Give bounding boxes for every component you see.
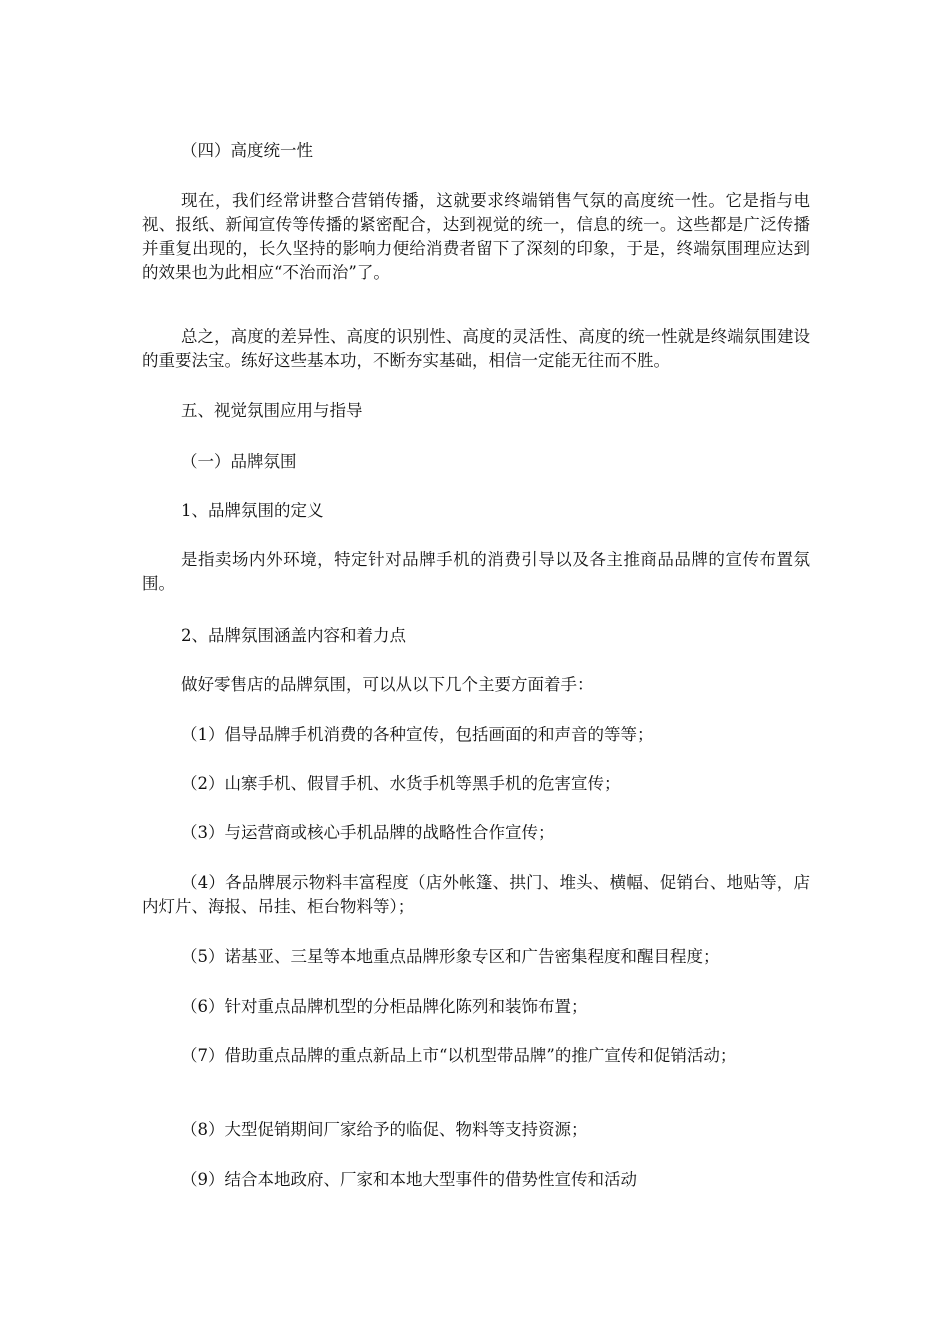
heading-brand-definition: 1、品牌氛围的定义 — [181, 501, 324, 520]
paragraph-brand-definition: 是指卖场内外环境，特定针对品牌手机的消费引导以及各主推商品品牌的宣传布置氛围。 — [142, 550, 810, 593]
heading-brand-atmosphere: （一）品牌氛围 — [181, 452, 297, 471]
paragraph-brand-intro: 做好零售店的品牌氛围，可以从以下几个主要方面着手： — [181, 675, 594, 694]
list-item-1: （1）倡导品牌手机消费的各种宣传，包括画面的和声音的等等； — [181, 725, 654, 744]
list-item-5: （5）诺基亚、三星等本地重点品牌形象专区和广告密集程度和醒目程度； — [181, 947, 720, 966]
paragraph-summary: 总之，高度的差异性、高度的识别性、高度的灵活性、高度的统一性就是终端氛围建设的重要法宝。练好这些基本功，不断夯实基础，相信一定能无往而不胜。 — [142, 327, 810, 370]
paragraph-integrated-marketing: 现在，我们经常讲整合营销传播，这就要求终端销售气氛的高度统一性。它是指与电视、报纸、新闻宣传等传播的紧密配合，达到视觉的统一，信息的统一。这些都是广泛传播并重复出现的，长久坚持的影响力便给消费者留下了深刻的印象，于是，终端氛围理应达到的效果也为此相应“不治而治”了。 — [142, 191, 810, 282]
list-item-2: （2）山寨手机、假冒手机、水货手机等黑手机的危害宣传； — [181, 774, 621, 793]
list-item-8: （8）大型促销期间厂家给予的临促、物料等支持资源； — [181, 1120, 588, 1139]
list-item-6: （6）针对重点品牌机型的分柜品牌化陈列和装饰布置； — [181, 997, 588, 1016]
list-item-7: （7）借助重点品牌的重点新品上市“以机型带品牌”的推广宣传和促销活动； — [181, 1046, 737, 1065]
heading-visual-atmosphere: 五、视觉氛围应用与指导 — [181, 401, 363, 420]
list-item-4: （4）各品牌展示物料丰富程度（店外帐篷、拱门、堆头、横幅、促销台、地贴等，店内灯片、海报、吊挂、柜台物料等）； — [142, 873, 810, 916]
heading-unity: （四）高度统一性 — [181, 141, 313, 160]
list-item-3: （3）与运营商或核心手机品牌的战略性合作宣传； — [181, 823, 555, 842]
heading-brand-content: 2、品牌氛围涵盖内容和着力点 — [181, 626, 406, 645]
list-item-9: （9）结合本地政府、厂家和本地大型事件的借势性宣传和活动 — [181, 1170, 637, 1189]
